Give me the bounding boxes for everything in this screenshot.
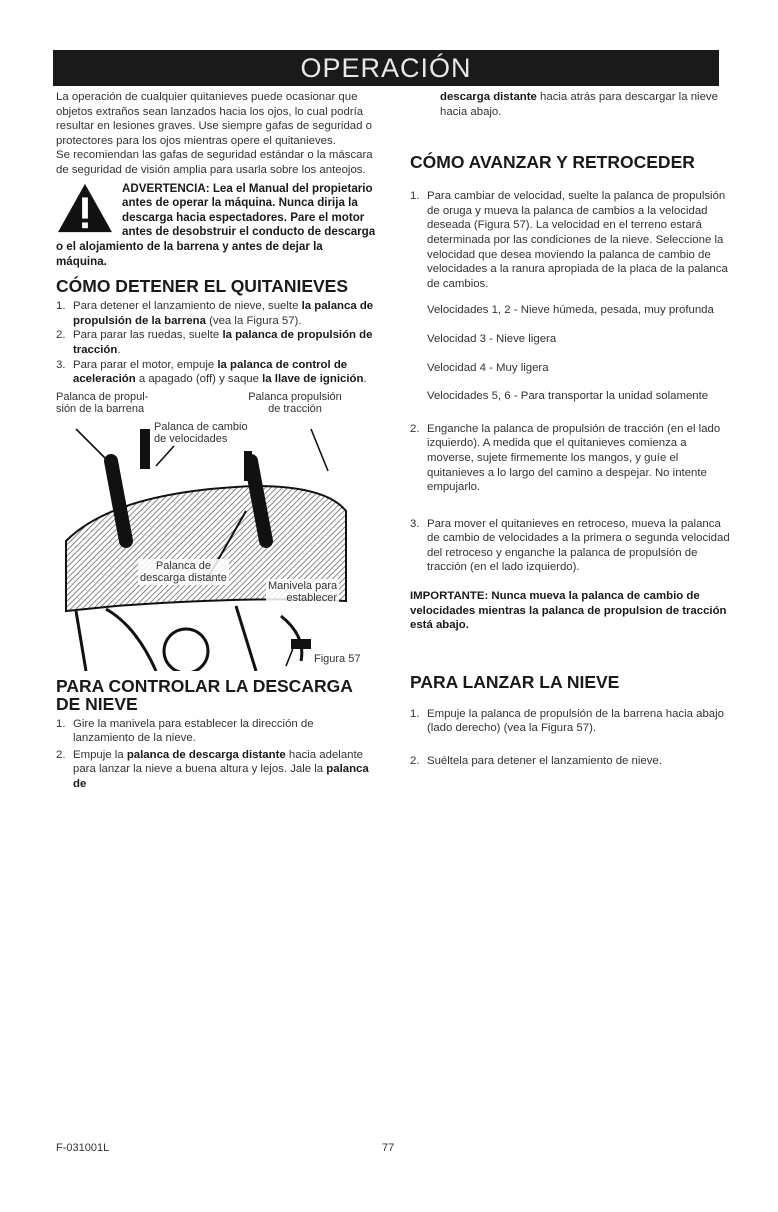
list-item: 1. Empuje la palanca de propulsión de la barrena hacia abajo (lado derecho) (vea la Figura 57). [410, 707, 724, 735]
stop-list [56, 299, 376, 387]
label-remote-discharge: Palanca de descarga distante [140, 559, 227, 584]
label-speed-lever: Palanca de cambio de velocidades [154, 420, 248, 445]
continued-paragraph: descarga distante hacia atrás para descargar la nieve hacia abajo. [440, 91, 718, 118]
figure-57 [56, 391, 376, 671]
move-list [410, 189, 730, 291]
footer-code: F-031001L [56, 1142, 110, 1154]
intro-paragraph: La operación de cualquier quitanieves puede ocasionar que objetos extraños sean lanzados hacia los ojos, lo cual podría resultar en lesiones graves. Use siempre gafas de seguridad o protectores para los ojos mientras opere el quitanieves. [56, 91, 372, 147]
warning-block [56, 182, 376, 270]
list-item: 1. Para cambiar de velocidad, suelte la palanca de propulsión de oruga y mueva la palanca de cambios a la velocidad deseada (Figura 57). La velocidad en el terreno estará determinada por las condiciones de la nieve. Seleccione la velocidad que desea moviendo la palanca de cambio de velocidades a la ranura apropiada de la placa de la palanca de cambios. [410, 190, 728, 290]
heading-stop: CÓMO DETENER EL QUITANIEVES [56, 276, 349, 297]
heading-discharge: PARA CONTROLAR LA DESCARGA DE NIEVE [56, 675, 353, 714]
heading-throw: PARA LANZAR LA NIEVE [410, 671, 620, 692]
speed-4: Velocidad 4 - Muy ligera [427, 361, 549, 374]
discharge-list [56, 717, 376, 792]
right-column [410, 90, 730, 769]
intro-paragraph-2: Se recomiendan las gafas de seguridad estándar o la máscara de seguridad de visión amplia para usarla sobre los anteojos. [56, 149, 373, 176]
throw-list [410, 707, 730, 769]
list-item: 3. Para parar el motor, empuje la palanca de control de aceleración a apagado (off) y saque la llave de ignición. [56, 358, 367, 386]
speed-3: Velocidad 3 - Nieve ligera [427, 332, 557, 345]
list-item: 2. Empuje la palanca de descarga distante hacia adelante para lanzar la nieve a buena altura y lejos. Jale la palanca de [56, 748, 369, 791]
warning-triangle-icon [56, 182, 114, 234]
list-item: 2. Suéltela para detener el lanzamiento de nieve. [410, 755, 662, 768]
section-banner: OPERACIÓN [53, 50, 719, 86]
page-number: 77 [382, 1142, 395, 1154]
label-auger-lever: Palanca de propul- sión de la barrena [56, 390, 149, 415]
list-item: 1. Gire la manivela para establecer la dirección de lanzamiento de la nieve. [56, 717, 314, 745]
list-item: 2. Para parar las ruedas, suelte la palanca de propulsión de tracción. [56, 329, 373, 356]
important-note: IMPORTANTE: Nunca mueva la palanca de cambio de velocidades mientras la palanca de propulsion de tracción está abajo. [410, 590, 727, 632]
speed-5-6: Velocidades 5, 6 - Para transportar la unidad solamente [427, 390, 709, 403]
speed-1-2: Velocidades 1, 2 - Nieve húmeda, pesada, muy profunda [427, 304, 714, 317]
label-traction-lever: Palanca propulsión de tracción [248, 390, 342, 415]
move-list-2 [410, 422, 730, 575]
heading-move: CÓMO AVANZAR Y RETROCEDER [410, 152, 695, 173]
list-item: 3. Para mover el quitanieves en retroceso, mueva la palanca de cambio de velocidades a la primera o segunda velocidad del retroceso y enganche la palanca de propulsión de tracción (en el lado izquierdo). [410, 517, 730, 574]
list-item: 2. Enganche la palanca de propulsión de tracción (en el lado izquierdo). A medida que el quitanieves comienza a moverse, sujete firmemente los mangos, y guíe el quitanieves a lo largo del camino a despejar. No intente empujarlo. [410, 422, 721, 494]
figure-caption: Figura 57 [314, 652, 361, 665]
list-item: 1. Para detener el lanzamiento de nieve, suelte la palanca de propulsión de la barrena (vea la Figura 57). [56, 300, 374, 327]
label-crank: Manivela para establecer [268, 579, 338, 604]
warning-text: ADVERTENCIA: Lea el Manual del propietario antes de operar la máquina. Nunca dirija la descarga hacia espectadores. Pare el motor antes de desobstruir el conducto de descarga o el alojamiento de la barrena y antes de dejar la máquina. [56, 181, 376, 268]
left-column [56, 90, 376, 792]
